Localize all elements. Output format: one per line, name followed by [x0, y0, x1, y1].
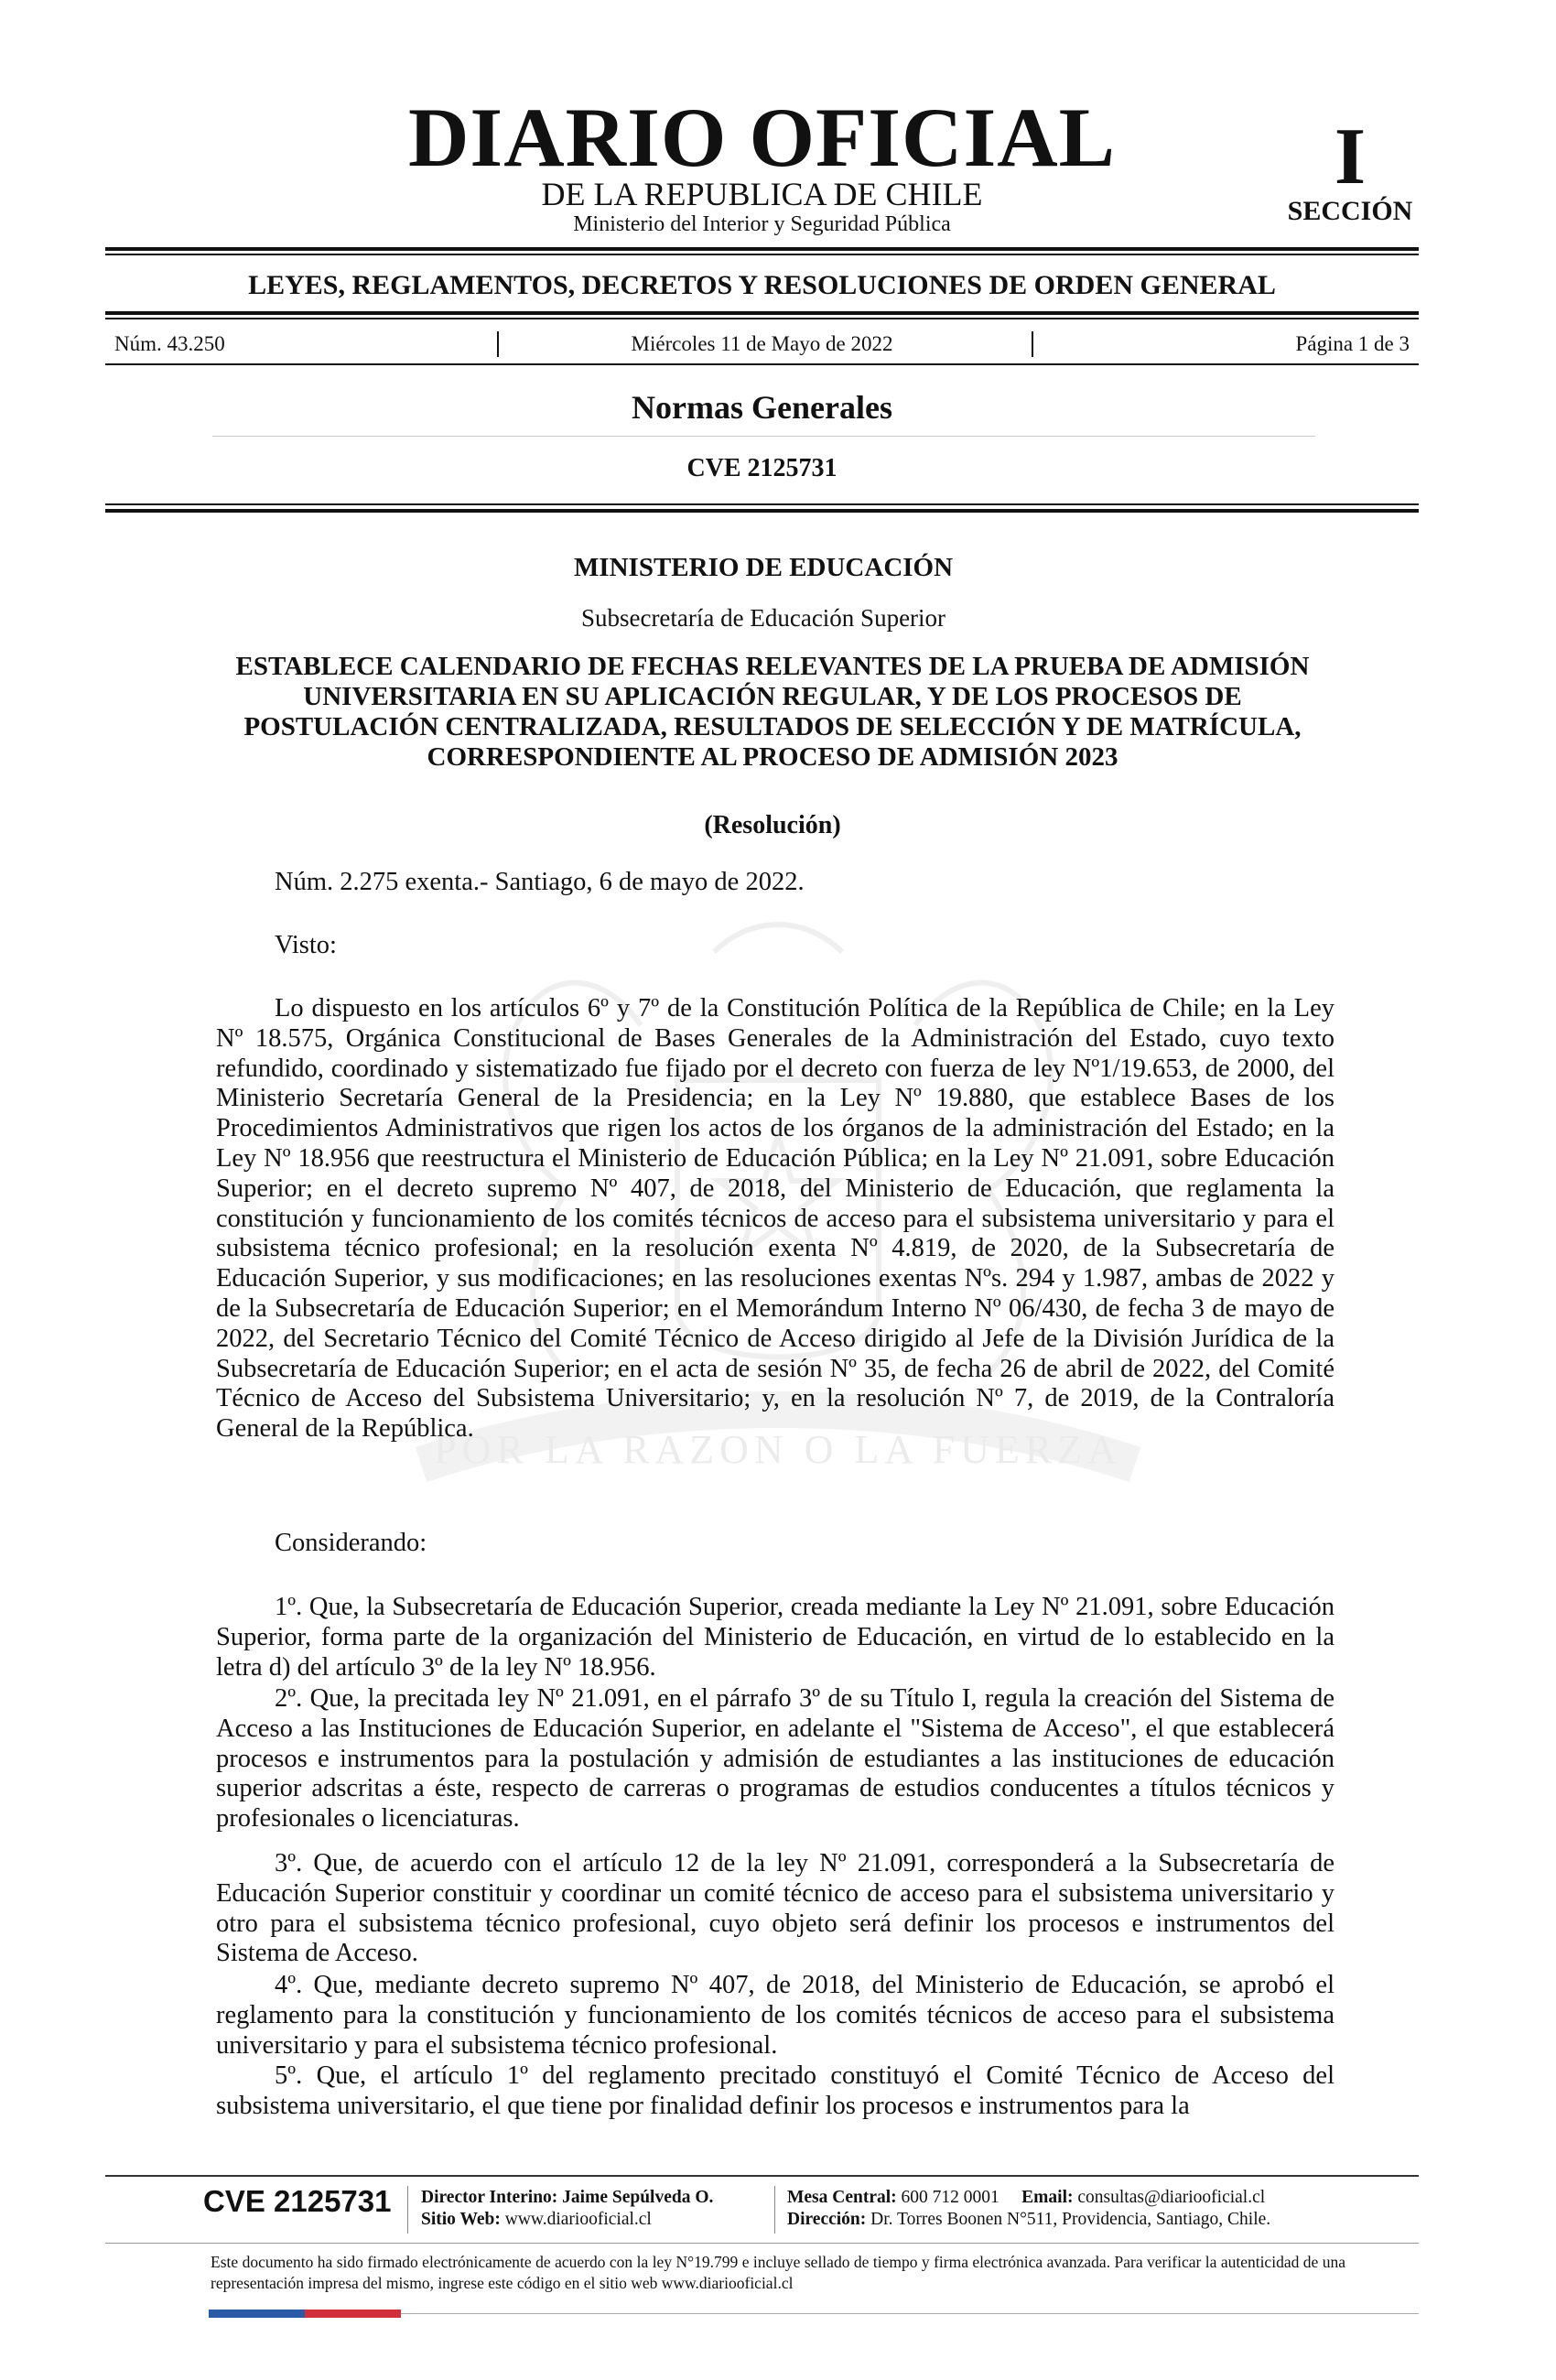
central-label: Mesa Central: — [787, 2188, 897, 2207]
footer-cve-code: CVE 2125731 — [203, 2184, 392, 2218]
visto-body: Lo dispuesto en los artículos 6º y 7º de la Constitución Política de la República de Chile; en la Ley Nº 18.575, Orgánica Constitucional de Bases Generales de la Administración del Estado, cuyo texto refundido, coordinado y sistematizado fue fijado por el decreto con fuerza de ley Nº1/19.653, de 2000, del Ministerio Secretaría General de la Presidencia; en la Ley Nº 19.880, que establece Bases de los Procedimientos Administrativos que rigen los actos de los órganos de la administración del Estado; en la Ley Nº 18.956 que reestructura el Ministerio de Educación Pública; en la Ley Nº 21.091, sobre Educación Superior; en el decreto supremo Nº 407, de 2018, del Ministerio de Educación, que reglamenta la constitución y funcionamiento de los comités técnicos de acceso para el subsistema universitario y para el subsistema técnico profesional; en la resolución exenta Nº 4.819, de 2020, de la Subsecretaría de Educación Superior, y sus modificaciones; en las resoluciones exentas Nºs. 294 y 1.987, ambas de 2022 y de la Subsecretaría de Educación Superior; en el Memorándum Interno Nº 06/430, de fecha 3 de mayo de 2022, del Secretario Técnico del Comité Técnico de Acceso dirigido al Jefe de la División Jurídica de la Subsecretaría de Educación Superior; en el acta de sesión Nº 35, de fecha 26 de abril de 2022, del Comité Técnico de Acceso del Subsistema Universitario; y, en la resolución Nº 7, de 2019, de la Contraloría General de la República. — [216, 994, 1334, 1444]
section-banner: LEYES, REGLAMENTOS, DECRETOS Y RESOLUCIONES DE ORDEN GENERAL — [248, 270, 1276, 300]
flag-blue-stripe — [209, 2310, 305, 2318]
footer-bottom-rule — [401, 2313, 1419, 2314]
issue-number: Núm. 43.250 — [114, 332, 225, 355]
section-heading-rule — [212, 436, 1315, 437]
considerando-item: 4º. Que, mediante decreto supremo Nº 407, de 2018, del Ministerio de Educación, se aprobó el reglamento para la constitución y funcionamiento de los comités técnicos de acceso para el subsistema universitario y para el subsistema técnico profesional. — [216, 1971, 1334, 2060]
considerando-item: 3º. Que, de acuerdo con el artículo 12 de la ley Nº 21.091, corresponderá a la Subsecretaría de Educación Superior constituir y coordinar un comité técnico de acceso para el subsistema universitario y otro para el subsistema técnico profesional, cuyo objeto será definir los procesos e instrumentos del Sistema de Acceso. — [216, 1849, 1334, 1968]
footer-mid-rule — [105, 2243, 1419, 2244]
issuing-ministry: MINISTERIO DE EDUCACIÓN — [573, 553, 954, 582]
considerando-heading: Considerando: — [275, 1529, 427, 1557]
website-link[interactable]: www.diariooficial.cl — [504, 2210, 652, 2229]
section-heading: Normas Generales — [632, 389, 892, 426]
flag-color-bar — [209, 2310, 401, 2318]
footer-separator — [407, 2186, 408, 2234]
website-label: Sitio Web: — [421, 2210, 501, 2229]
director-label: Director Interino: — [421, 2188, 558, 2207]
masthead-center — [105, 92, 1419, 238]
footer-contact-block — [787, 2187, 1373, 2231]
page-counter: Página 1 de 3 — [1295, 332, 1410, 355]
address-label: Dirección: — [787, 2210, 867, 2229]
masthead-divider-thick — [105, 247, 1419, 251]
issuing-subsecretaria: Subsecretaría de Educación Superior — [580, 604, 946, 632]
issue-date: Miércoles 11 de Mayo de 2022 — [631, 332, 893, 355]
header-bottom-rule-thick — [105, 509, 1419, 513]
section-indicator — [1281, 113, 1419, 227]
electronic-signature-note: Este documento ha sido firmado electrónicamente de acuerdo con la ley N°19.799 e incluye sellado de tiempo y firma electrónica avanzada. Para verificar la autenticidad de una representación impresa del mismo, ingrese este código en el sitio web www.diariooficial.cl — [211, 2253, 1345, 2292]
issue-info-bar — [105, 330, 1419, 359]
visto-heading: Visto: — [275, 931, 337, 959]
flag-red-stripe — [305, 2310, 401, 2318]
info-bar-divider — [105, 363, 1419, 365]
masthead — [105, 92, 1419, 247]
address-value: Dr. Torres Boonen N°511, Providencia, Santiago, Chile. — [870, 2210, 1271, 2229]
footer-director-block — [421, 2187, 769, 2231]
banner-divider-thick — [105, 311, 1419, 315]
watermark-motto: POR LA RAZON O LA FUERZA — [434, 1427, 1122, 1472]
document-type: (Resolución) — [704, 811, 841, 839]
email-label: Email: — [1021, 2188, 1074, 2207]
section-label: SECCIÓN — [1287, 196, 1413, 226]
footer-separator — [774, 2186, 775, 2234]
considerando-item: 5º. Que, el artículo 1º del reglamento precitado constituyó el Comité Técnico de Acceso del subsistema universitario, el que tiene por finalidad definir los procesos e instrumentos para la — [216, 2061, 1334, 2120]
masthead-divider-thin — [105, 254, 1419, 255]
section-number: I — [1334, 113, 1367, 201]
banner-divider-thin — [105, 318, 1419, 319]
info-separator — [1032, 331, 1033, 357]
considerando-item: 2º. Que, la precitada ley Nº 21.091, en el párrafo 3º de su Título I, regula la creación del Sistema de Acceso a las Instituciones de Educación Superior, en adelante el "Sistema de Acceso", el que establecerá procesos e instrumentos para la postulación y admisión de estudiantes a las instituciones de educación superior adscritas a éste, respecto de carreras o programas de estudios conducentes a títulos técnicos y profesionales o licenciaturas. — [216, 1684, 1334, 1834]
resolution-title: ESTABLECE CALENDARIO DE FECHAS RELEVANTES DE LA PRUEBA DE ADMISIÓN UNIVERSITARIA EN SU APLICACIÓN REGULAR, Y DE LOS PROCESOS DE POSTULACIÓN CENTRALIZADA, RESULTADOS DE SELECCIÓN Y DE MATRÍCULA, CORRESPONDIENTE AL PROCESO DE ADMISIÓN 2023 — [235, 652, 1310, 772]
central-phone: 600 712 0001 — [901, 2188, 1000, 2207]
considerando-item: 1º. Que, la Subsecretaría de Educación Superior, creada mediante la Ley Nº 21.091, sobre Educación Superior, forma parte de la organización del Ministerio de Educación, en virtud de lo establecido en la letra d) del artículo 3º de la ley Nº 18.956. — [216, 1593, 1334, 1682]
newspaper-subtitle: DE LA REPUBLICA DE CHILE — [541, 176, 983, 212]
footer-top-rule — [105, 2175, 1419, 2177]
email-link[interactable]: consultas@diariooficial.cl — [1077, 2188, 1266, 2207]
cve-code: CVE 2125731 — [686, 454, 837, 482]
resolution-reference: Núm. 2.275 exenta.- Santiago, 6 de mayo de 2022. — [275, 868, 805, 896]
director-name: Jaime Sepúlveda O. — [562, 2188, 714, 2207]
newspaper-ministry: Ministerio del Interior y Seguridad Pública — [573, 212, 951, 236]
newspaper-title: DIARIO OFICIAL — [407, 91, 1117, 184]
header-bottom-rule-thin — [105, 503, 1419, 505]
